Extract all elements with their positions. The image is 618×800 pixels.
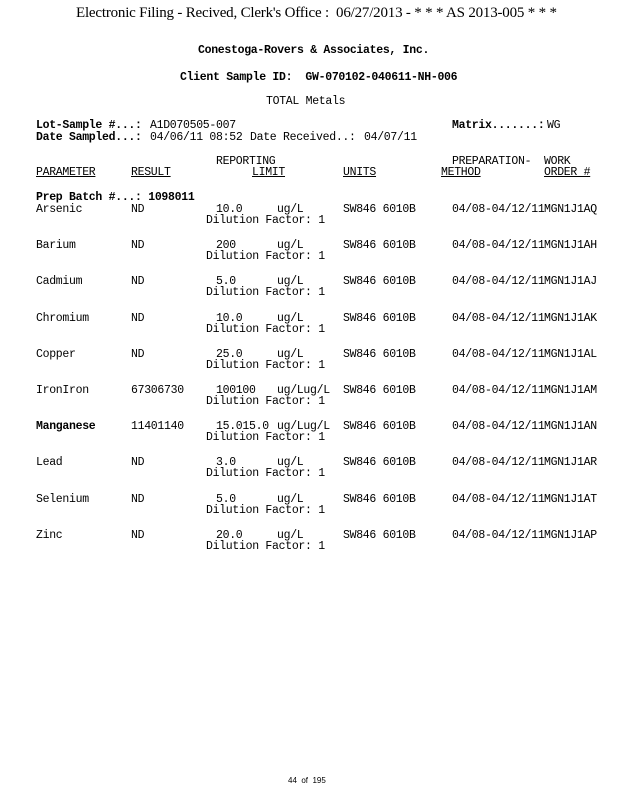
result-cell: ND bbox=[131, 203, 145, 216]
result-cell: 67306730 bbox=[131, 384, 184, 397]
limit-cell: 5.0 bbox=[216, 493, 236, 506]
analysis-date-cell: 04/08-04/12/11 bbox=[452, 493, 545, 506]
dilution-factor: Dilution Factor: 1 bbox=[206, 467, 325, 480]
lot-sample-label: Lot-Sample #...: bbox=[36, 119, 142, 132]
dilution-factor: Dilution Factor: 1 bbox=[206, 431, 325, 444]
page-footer: 44 of 195 bbox=[288, 776, 326, 785]
col-work: WORK bbox=[544, 155, 571, 168]
units-cell: ug/L bbox=[277, 203, 304, 216]
work-order-cell: MGN1J1AQ bbox=[544, 203, 597, 216]
parameter-cell: Cadmium bbox=[36, 275, 83, 288]
result-cell: ND bbox=[131, 456, 145, 469]
analysis-date-cell: 04/08-04/12/11 bbox=[452, 456, 545, 469]
dilution-factor: Dilution Factor: 1 bbox=[206, 395, 325, 408]
col-result: RESULT bbox=[131, 166, 171, 179]
analysis-date-cell: 04/08-04/12/11 bbox=[452, 420, 545, 433]
parameter-cell: Manganese bbox=[36, 420, 96, 433]
units-cell: ug/L bbox=[277, 348, 304, 361]
limit-cell: 20.0 bbox=[216, 529, 243, 542]
limit-cell: 3.0 bbox=[216, 456, 236, 469]
analysis-date-cell: 04/08-04/12/11 bbox=[452, 275, 545, 288]
analysis-date-cell: 04/08-04/12/11 bbox=[452, 203, 545, 216]
date-received-label: Date Received..: bbox=[250, 131, 356, 144]
date-sampled-value: 04/06/11 08:52 bbox=[150, 131, 243, 144]
units-cell: ug/L bbox=[277, 239, 304, 252]
col-units: UNITS bbox=[343, 166, 377, 179]
units-cell: ug/Lug/L bbox=[277, 420, 330, 433]
parameter-cell: Chromium bbox=[36, 312, 89, 325]
dilution-factor: Dilution Factor: 1 bbox=[206, 286, 325, 299]
dilution-factor: Dilution Factor: 1 bbox=[206, 250, 325, 263]
units-cell: ug/Lug/L bbox=[277, 384, 330, 397]
matrix-label: Matrix.......: bbox=[452, 119, 545, 132]
parameter-cell: Selenium bbox=[36, 493, 89, 506]
prep-batch: Prep Batch #...: 1098011 bbox=[36, 191, 195, 204]
parameter-cell: Arsenic bbox=[36, 203, 83, 216]
client-sample-id: Client Sample ID: GW-070102-040611-NH-006 bbox=[180, 71, 458, 84]
parameter-cell: IronIron bbox=[36, 384, 89, 397]
method-cell: SW846 6010B bbox=[343, 529, 416, 542]
method-cell: SW846 6010B bbox=[343, 384, 416, 397]
method-cell: SW846 6010B bbox=[343, 239, 416, 252]
limit-cell: 25.0 bbox=[216, 348, 243, 361]
col-order: ORDER # bbox=[544, 166, 591, 179]
units-cell: ug/L bbox=[277, 456, 304, 469]
work-order-cell: MGN1J1AP bbox=[544, 529, 597, 542]
dilution-factor: Dilution Factor: 1 bbox=[206, 359, 325, 372]
limit-cell: 100100 bbox=[216, 384, 256, 397]
limit-cell: 10.0 bbox=[216, 312, 243, 325]
col-preparation: PREPARATION- bbox=[452, 155, 532, 168]
units-cell: ug/L bbox=[277, 529, 304, 542]
work-order-cell: MGN1J1AJ bbox=[544, 275, 597, 288]
parameter-cell: Lead bbox=[36, 456, 63, 469]
parameter-cell: Barium bbox=[36, 239, 76, 252]
limit-cell: 15.015.0 bbox=[216, 420, 269, 433]
result-cell: ND bbox=[131, 275, 145, 288]
parameter-cell: Copper bbox=[36, 348, 76, 361]
col-method: METHOD bbox=[441, 166, 481, 179]
result-cell: ND bbox=[131, 493, 145, 506]
method-cell: SW846 6010B bbox=[343, 420, 416, 433]
method-cell: SW846 6010B bbox=[343, 493, 416, 506]
work-order-cell: MGN1J1AN bbox=[544, 420, 597, 433]
work-order-cell: MGN1J1AL bbox=[544, 348, 597, 361]
units-cell: ug/L bbox=[277, 493, 304, 506]
col-parameter: PARAMETER bbox=[36, 166, 96, 179]
method-cell: SW846 6010B bbox=[343, 348, 416, 361]
work-order-cell: MGN1J1AM bbox=[544, 384, 597, 397]
lot-sample-value: A1D070505-007 bbox=[150, 119, 236, 132]
work-order-cell: MGN1J1AK bbox=[544, 312, 597, 325]
limit-cell: 200 bbox=[216, 239, 236, 252]
work-order-cell: MGN1J1AT bbox=[544, 493, 597, 506]
analysis-date-cell: 04/08-04/12/11 bbox=[452, 239, 545, 252]
analysis-date-cell: 04/08-04/12/11 bbox=[452, 529, 545, 542]
company-name: Conestoga-Rovers & Associates, Inc. bbox=[198, 44, 430, 57]
analysis-date-cell: 04/08-04/12/11 bbox=[452, 348, 545, 361]
work-order-cell: MGN1J1AH bbox=[544, 239, 597, 252]
dilution-factor: Dilution Factor: 1 bbox=[206, 214, 325, 227]
result-cell: ND bbox=[131, 529, 145, 542]
method-cell: SW846 6010B bbox=[343, 203, 416, 216]
dilution-factor: Dilution Factor: 1 bbox=[206, 323, 325, 336]
work-order-cell: MGN1J1AR bbox=[544, 456, 597, 469]
report-type: TOTAL Metals bbox=[266, 95, 346, 108]
dilution-factor: Dilution Factor: 1 bbox=[206, 504, 325, 517]
date-sampled-label: Date Sampled...: bbox=[36, 131, 142, 144]
method-cell: SW846 6010B bbox=[343, 275, 416, 288]
dilution-factor: Dilution Factor: 1 bbox=[206, 540, 325, 553]
analysis-date-cell: 04/08-04/12/11 bbox=[452, 312, 545, 325]
result-cell: ND bbox=[131, 312, 145, 325]
units-cell: ug/L bbox=[277, 312, 304, 325]
parameter-cell: Zinc bbox=[36, 529, 63, 542]
result-cell: 11401140 bbox=[131, 420, 184, 433]
col-reporting: REPORTING bbox=[216, 155, 276, 168]
limit-cell: 5.0 bbox=[216, 275, 236, 288]
method-cell: SW846 6010B bbox=[343, 312, 416, 325]
limit-cell: 10.0 bbox=[216, 203, 243, 216]
col-limit: LIMIT bbox=[252, 166, 286, 179]
filing-stamp: Electronic Filing - Recived, Clerk's Office : 06/27/2013 - * * * AS 2013-005 * * * bbox=[76, 5, 557, 21]
matrix-value: WG bbox=[547, 119, 561, 132]
date-received-value: 04/07/11 bbox=[364, 131, 417, 144]
result-cell: ND bbox=[131, 348, 145, 361]
units-cell: ug/L bbox=[277, 275, 304, 288]
method-cell: SW846 6010B bbox=[343, 456, 416, 469]
result-cell: ND bbox=[131, 239, 145, 252]
analysis-date-cell: 04/08-04/12/11 bbox=[452, 384, 545, 397]
